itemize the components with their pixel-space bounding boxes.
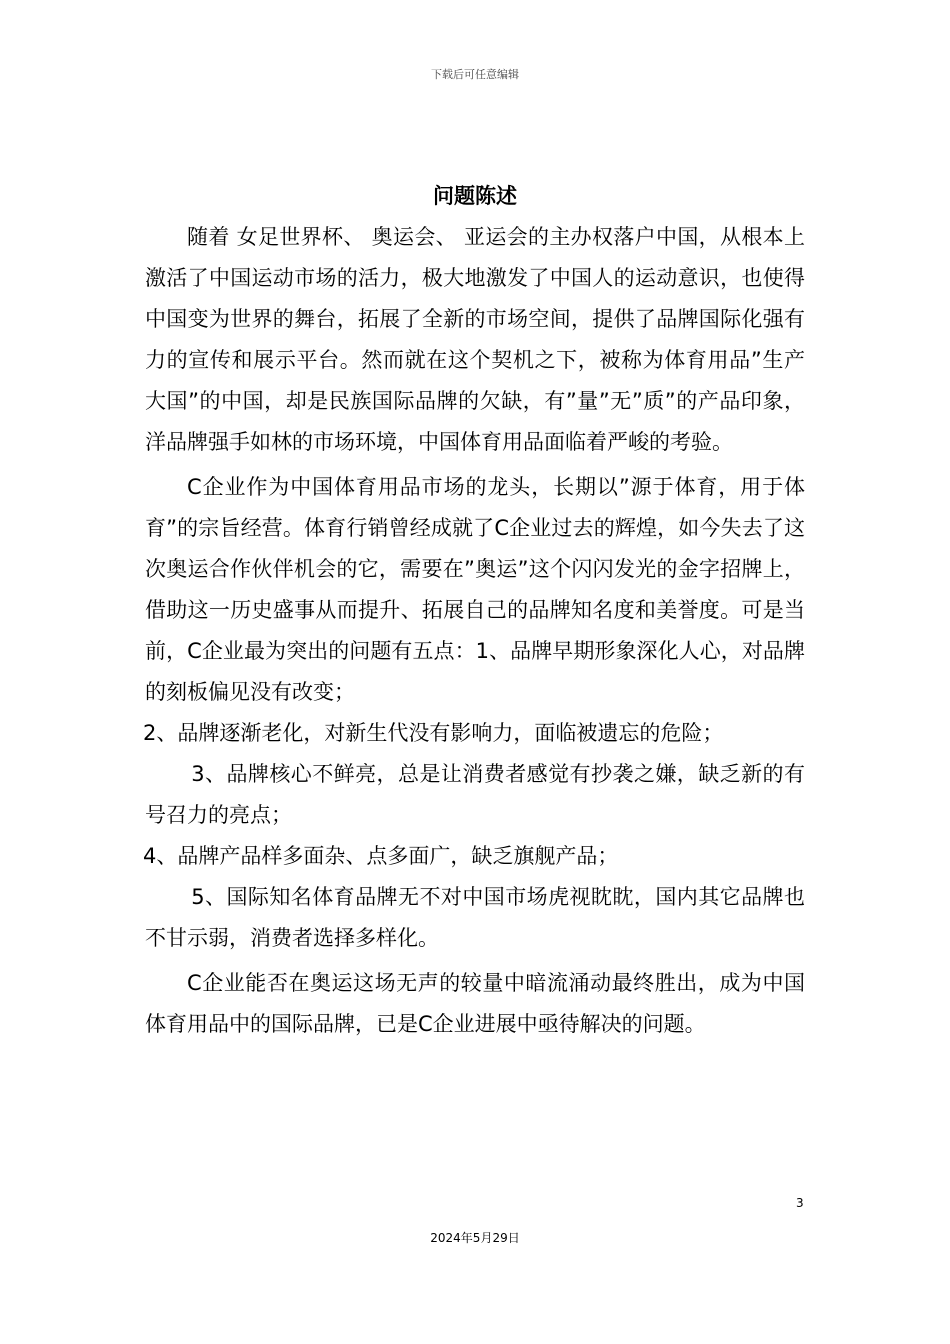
document-body bbox=[145, 217, 805, 1045]
header-note: 下载后可任意编辑 bbox=[431, 68, 519, 81]
paragraph-company: C企业作为中国体育用品市场的龙头，长期以”源于体育，用于体育”的宗旨经营。体育行销曾经成就了C企业过去的辉煌，如今失去了这次奥运合作伙伴机会的它，需要在”奥运”这个闪闪发光的金字招牌上，借助这一历史盛事从而提升、拓展自己的品牌知名度和美誉度。可是当前，C企业最为突出的问题有五点：1、品牌早期形象深化人心，对品牌的刻板偏见没有改变； bbox=[145, 475, 805, 704]
paragraph-intro: 随着 女足世界杯、 奥运会、 亚运会的主办权落户中国，从根本上激活了中国运动市场的活力，极大地激发了中国人的运动意识，也使得中国变为世界的舞台，拓展了全新的市场空间，提供了品牌国际化强有力的宣传和展示平台。然而就在这个契机之下，被称为体育用品”生产大国”的中国，却是民族国际品牌的欠缺，有”量”无”质”的产品印象，洋品牌强手如林的市场环境，中国体育用品面临着严峻的考验。 bbox=[145, 225, 805, 454]
paragraph-conclusion: C企业能否在奥运这场无声的较量中暗流涌动最终胜出，成为中国体育用品中的国际品牌，已是C企业进展中亟待解决的问题。 bbox=[145, 971, 805, 1036]
footer-date: 2024年5月29日 bbox=[430, 1231, 520, 1245]
document-title: 问题陈述 bbox=[433, 184, 517, 208]
paragraph-point-2: 2、品牌逐渐老化，对新生代没有影响力，面临被遗忘的危险； bbox=[143, 721, 724, 745]
paragraph-point-4: 4、品牌产品样多面杂、点多面广，缺乏旗舰产品； bbox=[143, 844, 619, 868]
paragraph-point-3: 3、品牌核心不鲜亮，总是让消费者感觉有抄袭之嫌，缺乏新的有号召力的亮点； bbox=[145, 762, 805, 827]
page-number: 3 bbox=[796, 1196, 804, 1210]
paragraph-point-5: 5、国际知名体育品牌无不对中国市场虎视眈眈，国内其它品牌也不甘示弱，消费者选择多样化。 bbox=[145, 885, 805, 950]
